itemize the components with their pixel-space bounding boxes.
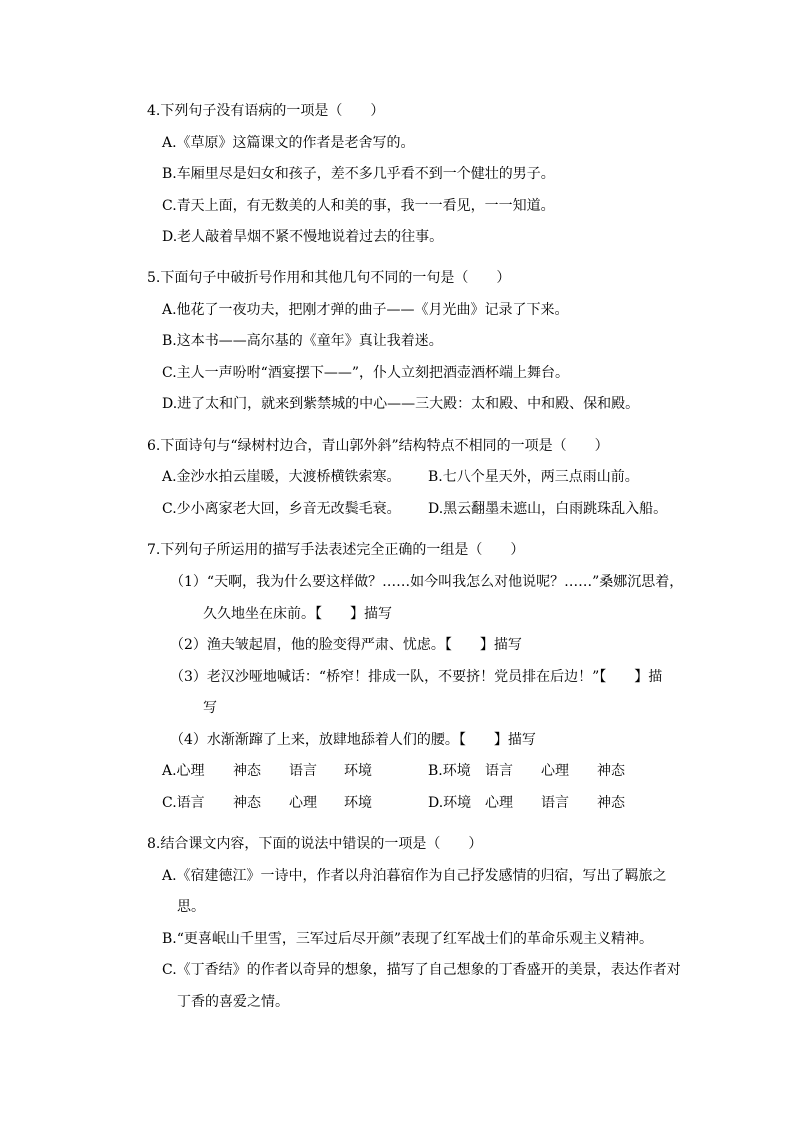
option-d-item-3: 语言	[541, 795, 569, 811]
option-a-item-4: 环境	[344, 763, 372, 779]
option-d-item-2: 心理	[485, 795, 513, 811]
question-6-option-c: C.少小离家老大回，乡音无改鬓毛衰。	[162, 501, 401, 517]
option-a-item-2: 神态	[233, 763, 261, 779]
question-6-option-a: A.金沙水拍云崖暖，大渡桥横铁索寒。	[162, 469, 401, 485]
question-4-option-c: C.青天上面，有无数美的人和美的事，我一一看见，一一知道。	[162, 198, 555, 214]
option-a-label: A.心理	[162, 763, 205, 779]
question-8-option-c: C.《丁香结》的作者以奇异的想象，描写了自己想象的丁香盛开的美景，表达作者对	[162, 962, 681, 978]
option-a-item-3: 语言	[289, 763, 317, 779]
option-b-item-4: 神态	[597, 763, 625, 779]
question-8-stem: 8.结合课文内容，下面的说法中错误的一项是（ ）	[147, 836, 483, 852]
question-4-stem: 4.下列句子没有语病的一项是（ ）	[147, 103, 385, 119]
question-6-option-b: B.七八个星天外，两三点雨山前。	[428, 469, 639, 485]
option-d-label: D.环境	[428, 795, 472, 811]
question-8-option-a-continued: 思。	[177, 899, 205, 915]
question-4-option-b: B.车厢里尽是妇女和孩子，差不多几乎看不到一个健壮的男子。	[162, 166, 555, 182]
question-5-option-a: A.他花了一夜功夫，把刚才弹的曲子——《月光曲》记录了下来。	[162, 302, 569, 318]
option-b-label: B.环境	[428, 763, 471, 779]
question-5-option-d: D.进了太和门，就来到紫禁城的中心——三大殿：太和殿、中和殿、保和殿。	[162, 396, 640, 412]
question-8-option-b: B.“更喜岷山千里雪，三军过后尽开颜”表现了红军战士们的革命乐观主义精神。	[162, 931, 654, 947]
question-7-stem: 7.下列句子所运用的描写手法表述完全正确的一组是（ ）	[147, 542, 525, 558]
question-7-sentence-3: （3）老汉沙哑地喊话：“桥窄！排成一队，不要挤！党员排在后边！”【 】描	[170, 669, 663, 685]
option-c-item-4: 环境	[344, 795, 372, 811]
option-d-item-4: 神态	[597, 795, 625, 811]
question-4-option-a: A.《草原》这篇课文的作者是老舍写的。	[162, 135, 415, 151]
question-6-stem: 6.下面诗句与“绿树村边合，青山郭外斜”结构特点不相同的一项是（ ）	[147, 438, 609, 454]
question-6-option-d: D.黑云翻墨未遮山，白雨跳珠乱入船。	[428, 501, 668, 517]
question-7-sentence-1: （1）“天啊，我为什么要这样做？……如今叫我怎么对他说呢？……”桑娜沉思着，	[170, 574, 684, 590]
question-5-option-c: C.主人一声吩咐“酒宴摆下——”，仆人立刻把酒壶酒杯端上舞台。	[162, 365, 569, 381]
question-7-sentence-3-continued: 写	[203, 700, 217, 716]
option-c-label: C.语言	[162, 795, 205, 811]
question-7-sentence-2: （2）渔夫皱起眉，他的脸变得严肃、忧虑。【 】描写	[170, 637, 522, 653]
option-c-item-3: 心理	[289, 795, 317, 811]
option-c-item-2: 神态	[233, 795, 261, 811]
question-5-stem: 5.下面句子中破折号作用和其他几句不同的一句是（ ）	[147, 270, 511, 286]
option-b-item-2: 语言	[485, 763, 513, 779]
question-7-sentence-4: （4）水渐渐蹿了上来，放肆地舔着人们的腰。【 】描写	[170, 732, 536, 748]
question-8-option-c-continued: 丁香的喜爱之情。	[177, 994, 289, 1010]
option-b-item-3: 心理	[541, 763, 569, 779]
question-7-sentence-1-continued: 久久地坐在床前。【 】描写	[203, 606, 392, 622]
question-5-option-b: B.这本书——高尔基的《童年》真让我着迷。	[162, 333, 443, 349]
question-4-option-d: D.老人敲着旱烟不紧不慢地说着过去的往事。	[162, 229, 444, 245]
question-8-option-a: A.《宿建德江》一诗中，作者以舟泊暮宿作为自己抒发感情的归宿，写出了羁旅之	[162, 868, 667, 884]
